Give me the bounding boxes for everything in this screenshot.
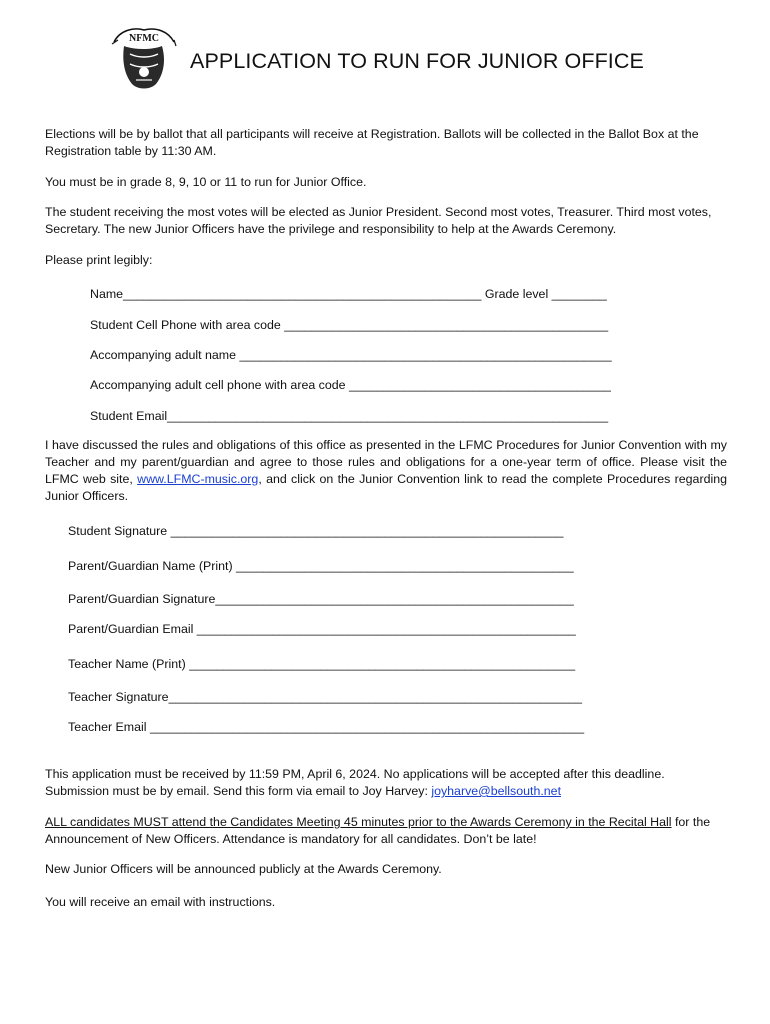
- student-signature-field[interactable]: Student Signature _________________________________________________________: [68, 524, 564, 538]
- meeting-requirement: ALL candidates MUST attend the Candidates Meeting 45 minutes prior to the Awards Ceremony in the Recital Hall: [45, 815, 672, 829]
- parent-name-field[interactable]: Parent/Guardian Name (Print) _________________________________________________: [68, 559, 574, 573]
- deadline-line2: Submission must be by email. Send this form via email to Joy Harvey:: [45, 784, 432, 798]
- rules-text-part1: I have discussed the rules and obligations of this office as presented in the LFMC Procedures for Junior Convention with my Teacher and my parent/guardian and agree to those rules and obligations for a one-year term of office. Please visit the LFMC web site,: [45, 438, 727, 486]
- teacher-name-field[interactable]: Teacher Name (Print) ________________________________________________________: [68, 657, 576, 671]
- svg-text:NFMC: NFMC: [129, 33, 159, 44]
- rules-paragraph: [45, 437, 727, 505]
- deadline-paragraph: [45, 766, 727, 800]
- parent-signature-field[interactable]: Parent/Guardian Signature____________________________________________________: [68, 592, 574, 606]
- rules-text-part2: , and click on the Junior Convention link to read the complete Procedures regarding Junior Officers.: [45, 472, 728, 503]
- lfmc-website-link[interactable]: www.LFMC-music.org: [137, 472, 259, 486]
- student-email-field[interactable]: Student Email________________________________________________________________: [90, 409, 609, 423]
- page-title: APPLICATION TO RUN FOR JUNIOR OFFICE: [190, 49, 644, 73]
- contact-email-link[interactable]: joyharve@bellsouth.net: [431, 784, 562, 798]
- name-grade-field[interactable]: Name____________________________________________________ Grade level ________: [90, 287, 607, 301]
- student-cell-phone-field[interactable]: Student Cell Phone with area code _______________________________________________: [90, 318, 609, 332]
- adult-name-field[interactable]: Accompanying adult name ______________________________________________________: [90, 348, 612, 362]
- teacher-email-field[interactable]: Teacher Email _______________________________________________________________: [68, 720, 585, 734]
- ballot-paragraph: Elections will be by ballot that all participants will receive at Registration. Ballots will be collected in the Ballot Box at the Registration table by 11:30 AM.: [45, 127, 699, 158]
- announcement-paragraph: New Junior Officers will be announced publicly at the Awards Ceremony.: [45, 862, 442, 876]
- election-rules: The student receiving the most votes will be elected as Junior President. Second most votes, Treasurer. Third most votes, Secretary. The new Junior Officers have the privilege and responsibility to help at the Awards Ceremony.: [45, 205, 712, 236]
- parent-email-field[interactable]: Parent/Guardian Email _______________________________________________________: [68, 622, 576, 636]
- teacher-signature-field[interactable]: Teacher Signature____________________________________________________________: [68, 690, 583, 704]
- adult-phone-field[interactable]: Accompanying adult cell phone with area code ______________________________________: [90, 378, 611, 392]
- nfmc-logo: [110, 24, 178, 94]
- meeting-details: for the Announcement of New Officers. Attendance is mandatory for all candidates. Don’t be late!: [45, 815, 711, 846]
- instructions-paragraph: You will receive an email with instructions.: [45, 895, 276, 909]
- grade-requirement: You must be in grade 8, 9, 10 or 11 to run for Junior Office.: [45, 175, 367, 189]
- deadline-line1: This application must be received by 11:59 PM, April 6, 2024. No applications will be accepted after this deadline.: [45, 767, 665, 781]
- meeting-paragraph: [45, 814, 727, 848]
- print-instruction: Please print legibly:: [45, 253, 153, 267]
